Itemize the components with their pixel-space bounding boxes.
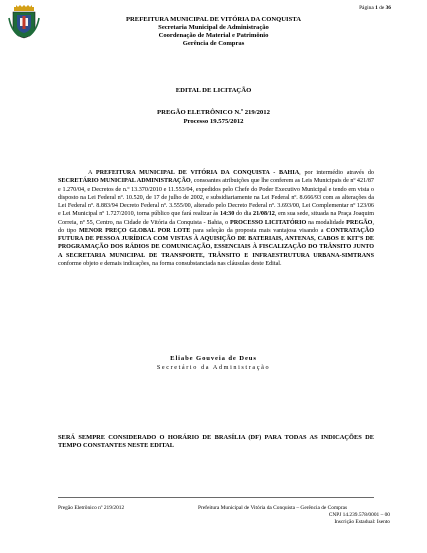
body-text-run: na modalidade	[306, 219, 347, 226]
body-text-run: conforme objeto e demais indicações, na forma consubstanciada nas cláusulas deste Edital.	[58, 260, 282, 267]
processo-title: Processo 19.575/2012	[183, 118, 244, 125]
body-text-run: , por intermédio através do	[299, 170, 374, 176]
footer-department: Prefeitura Municipal de Vitória da Conquista – Gerência de Compras	[198, 505, 348, 511]
body-bold-run: SECRETÁRIO MUNICIPAL ADMINISTRAÇÃO	[58, 178, 191, 185]
footer-process-ref: Pregão Eletrônico nº 219/2012	[58, 505, 125, 511]
footer-cnpj: CNPJ 14.239.578/0001 – 00	[328, 512, 390, 518]
body-text-run: , em sua sede, situada na Praça Joaquim Correia, nº 55, Centro, na Cidade de Vitória da Conquista - Bahia, o	[58, 211, 375, 226]
body-text-run: do dia	[234, 211, 254, 218]
body-bold-run: PROCESSO LICITATÓRIO	[229, 219, 307, 226]
body-bold-run: PREGÃO	[346, 219, 373, 226]
body-text-run: para seleção da proposta mais vantajosa visando a	[190, 227, 327, 234]
body-bold-run: 21/08/12	[253, 211, 275, 218]
header-subtitle-1: Secretaria Municipal de Administração	[158, 24, 269, 31]
header-title: PREFEITURA MUNICIPAL DE VITÓRIA DA CONQUISTA	[126, 16, 301, 23]
time-zone-notice: SERÁ SEMPRE CONSIDERADO O HORÁRIO DE BRASÍLIA (DF) PARA TODAS AS INDICAÇÕES DE TEMPO CONSTANTES NESTE EDITAL	[58, 434, 374, 450]
footer-divider	[58, 497, 374, 498]
page-number: Página 1 de 36	[359, 5, 391, 11]
body-bold-run: MENOR PREÇO GLOBAL POR LOTE	[78, 227, 191, 234]
signer-role: Secretário da Administração	[156, 364, 271, 371]
body-bold-run: 14:30	[220, 211, 235, 218]
body-text-run: , do tipo	[58, 219, 374, 234]
edital-body-paragraph	[58, 169, 374, 268]
signer-name: Eliabe Gouveia de Deus	[170, 355, 257, 362]
pregao-title: PREGÃO ELETRÔNICO N.º 219/2012	[157, 109, 270, 116]
crest-crown	[14, 7, 34, 11]
body-text-run: A	[88, 170, 96, 176]
footer-state-registration: Inscrição Estadual: Isento	[334, 519, 390, 525]
crest-crown-points	[16, 5, 32, 7]
header-subtitle-3: Gerência de Compras	[182, 40, 245, 47]
edital-title: EDITAL DE LICITAÇÃO	[175, 87, 252, 94]
body-text-run: , consoantes atribuições que lhe conferem as Leis Municipais de nº 421/87 e 1.270/04, e Decretos de n.º 13.370/2010 e 11.553/04, expedidos pelo Chefe do Poder Executivo Municipal e tendo em vista o disposto na Lei Federal nº. 10.520, de 17 de julho de 2002, e subsidiariamente na Lei Federal nº. 8.666/93 com as alterações da Lei Federal nº. 8.883/94 Decreto Federal nº. 3.555/00, alterado pelo Decreto Federal nº. 3.693/00, Lei Complementar nº 123/06 e Lei Municipal nº 1.727/2010, torna público que fará realizar às	[58, 178, 374, 218]
body-bold-run: CONTRATAÇÃO FUTURA DE PESSOA JURÍDICA COM VISTAS À AQUISIÇÃO DE BATERIAIS, ANTENAS, CABOS E KIT'S DE PROGRAMAÇÃO DOS RÁDIOS DE COMUNICAÇÃO, ESSENCIAIS À FISCALIZAÇÃO DO TRÂNSITO JUNTO A SECRETARIA MUNICIPAL DE TRANSPORTE, TRÂNSITO E INFRAESTRUTURA URBANA-SIMTRANS	[58, 227, 374, 259]
body-bold-run: PREFEITURA MUNICIPAL DE VITÓRIA DA CONQUISTA - BAHIA	[95, 170, 300, 176]
header-subtitle-2: Coordenação de Material e Patrimônio	[158, 32, 269, 39]
